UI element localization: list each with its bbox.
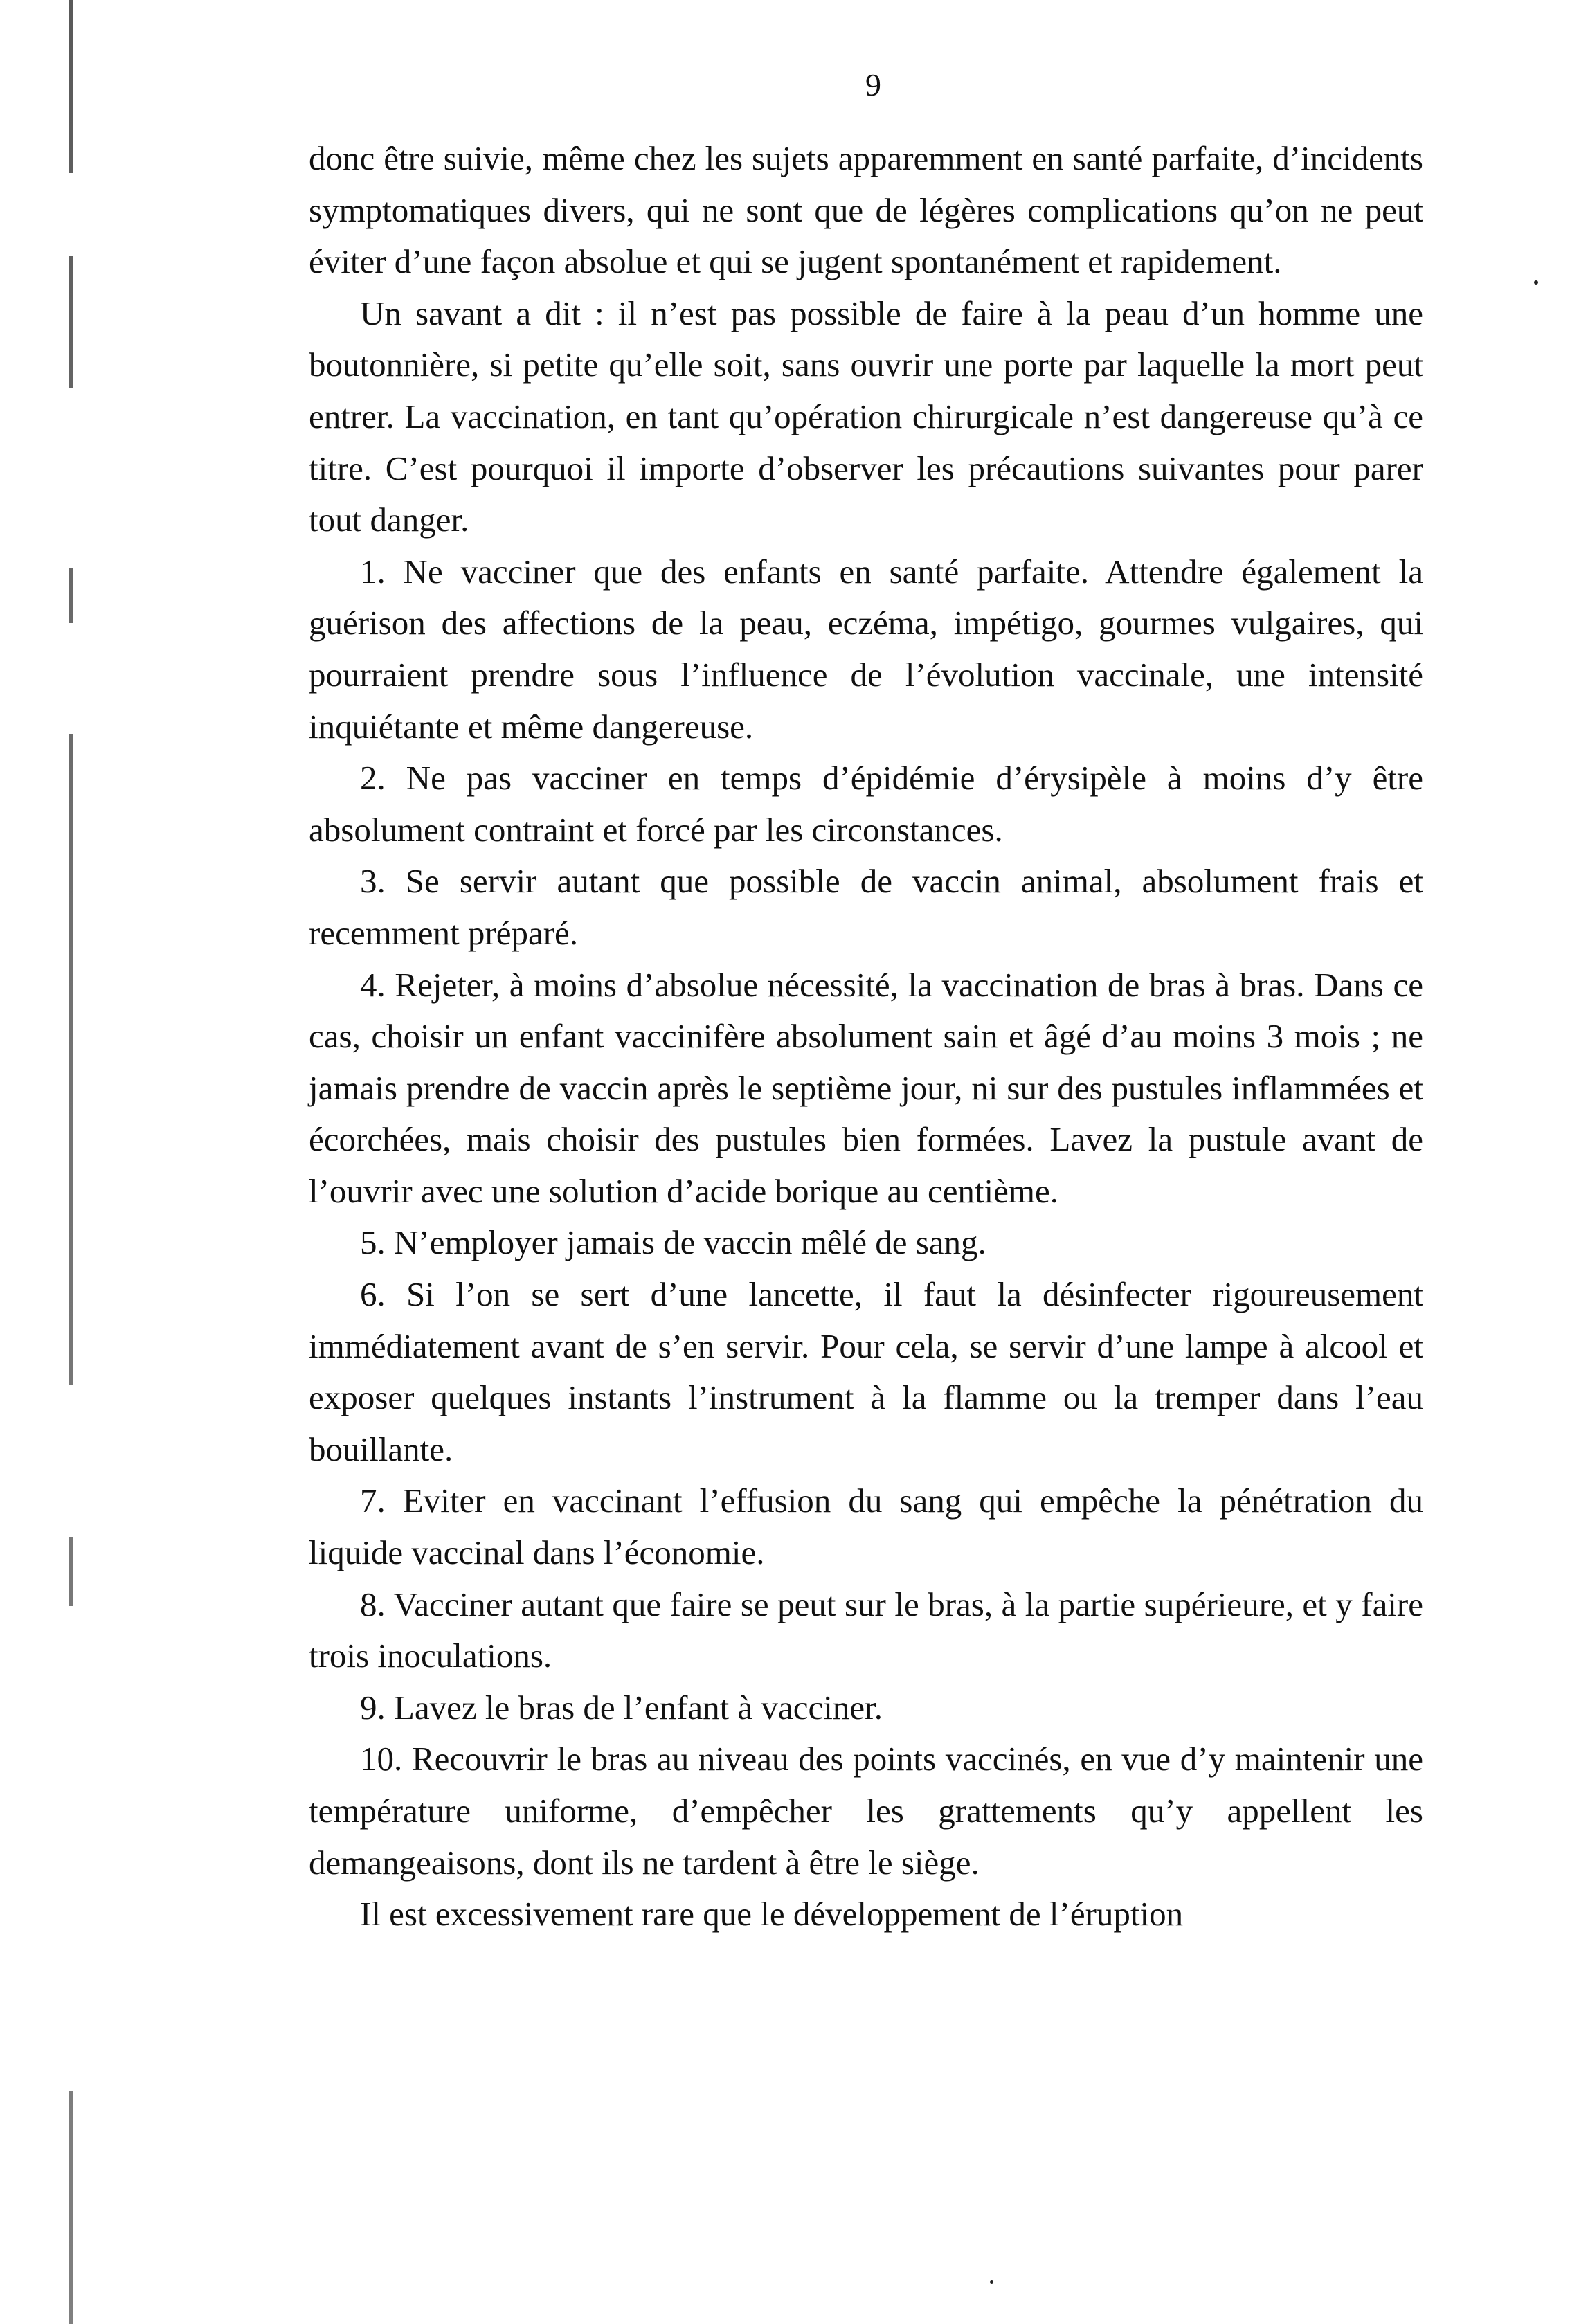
precaution-item-5: 5. N’employer jamais de vaccin mêlé de sang.: [360, 1223, 986, 1262]
page-number: 9: [865, 67, 881, 102]
precaution-item-9: 9. Lavez le bras de l’enfant à vacciner.: [360, 1688, 883, 1727]
precaution-item-2: 2. Ne pas vacciner en temps d’épidémie d’érysipèle à moins d’y être absolument contraint et forcé par les circonstances.: [309, 759, 1423, 849]
precaution-item-10: 10. Recouvrir le bras au niveau des points vaccinés, en vue d’y maintenir une température uniforme, d’empêcher les grattements qu’y appellent les demangeaisons, dont ils ne tardent à être le siège.: [309, 1740, 1423, 1882]
precaution-item-4: 4. Rejeter, à moins d’absolue nécessité, la vaccination de bras à bras. Dans ce cas, choisir un enfant vaccinifère absolument sain et âgé d’au moins 3 mois ; ne jamais prendre de vaccin après le septième jour, ni sur des pustules inflammées et écorchées, mais choisir des pustules bien formées. Lavez la pustule avant de l’ouvrir avec une solution d’acide borique au centième.: [309, 965, 1423, 1210]
precaution-item-6: 6. Si l’on se sert d’une lancette, il faut la désinfecter rigoureusement immédiatement avant de s’en servir. Pour cela, se servir d’une lampe à alcool et exposer quelques instants l’instrument à la flamme ou la tremper dans l’eau bouillante.: [309, 1275, 1423, 1468]
precaution-item-3: 3. Se servir autant que possible de vaccin animal, absolument frais et recemment préparé.: [309, 862, 1423, 952]
body-text: [309, 133, 1423, 1940]
precaution-item-1: 1. Ne vacciner que des enfants en santé parfaite. Attendre également la guérison des affections de la peau, eczéma, impétigo, gourmes vulgaires, qui pourraient prendre sous l’influence de l’évolution vaccinale, une intensité inquiétante et même dangereuse.: [309, 552, 1423, 746]
precaution-item-7: 7. Eviter en vaccinant l’effusion du sang qui empêche la pénétration du liquide vaccinal dans l’économie.: [309, 1481, 1423, 1572]
scan-edge-gap: [69, 1606, 73, 2091]
paragraph-continuation: donc être suivie, même chez les sujets apparemment en santé parfaite, d’incidents symptomatiques divers, qui ne sont que de légères complications qu’on ne peut éviter d’une façon absolue et qui se jugent spontanément et rapidement.: [309, 139, 1423, 281]
scan-speck: [1534, 280, 1538, 285]
scan-edge-gap: [69, 1385, 73, 1537]
scan-edge-gap: [69, 388, 73, 568]
scan-edge-gap: [69, 623, 73, 734]
paragraph-closing: Il est excessivement rare que le développement de l’éruption: [360, 1895, 1184, 1934]
scan-edge-gap: [69, 173, 73, 256]
scan-speck: [990, 2280, 993, 2284]
precaution-item-8: 8. Vacciner autant que faire se peut sur le bras, à la partie supérieure, et y faire trois inoculations.: [309, 1585, 1423, 1675]
paragraph-intro: Un savant a dit : il n’est pas possible de faire à la peau d’un homme une boutonnière, si petite qu’elle soit, sans ouvrir une porte par laquelle la mort peut entrer. La vaccination, en tant qu’opération chirurgicale n’est dangereuse qu’à ce titre. C’est pourquoi il importe d’observer les précautions suivantes pour parer tout danger.: [309, 294, 1423, 539]
